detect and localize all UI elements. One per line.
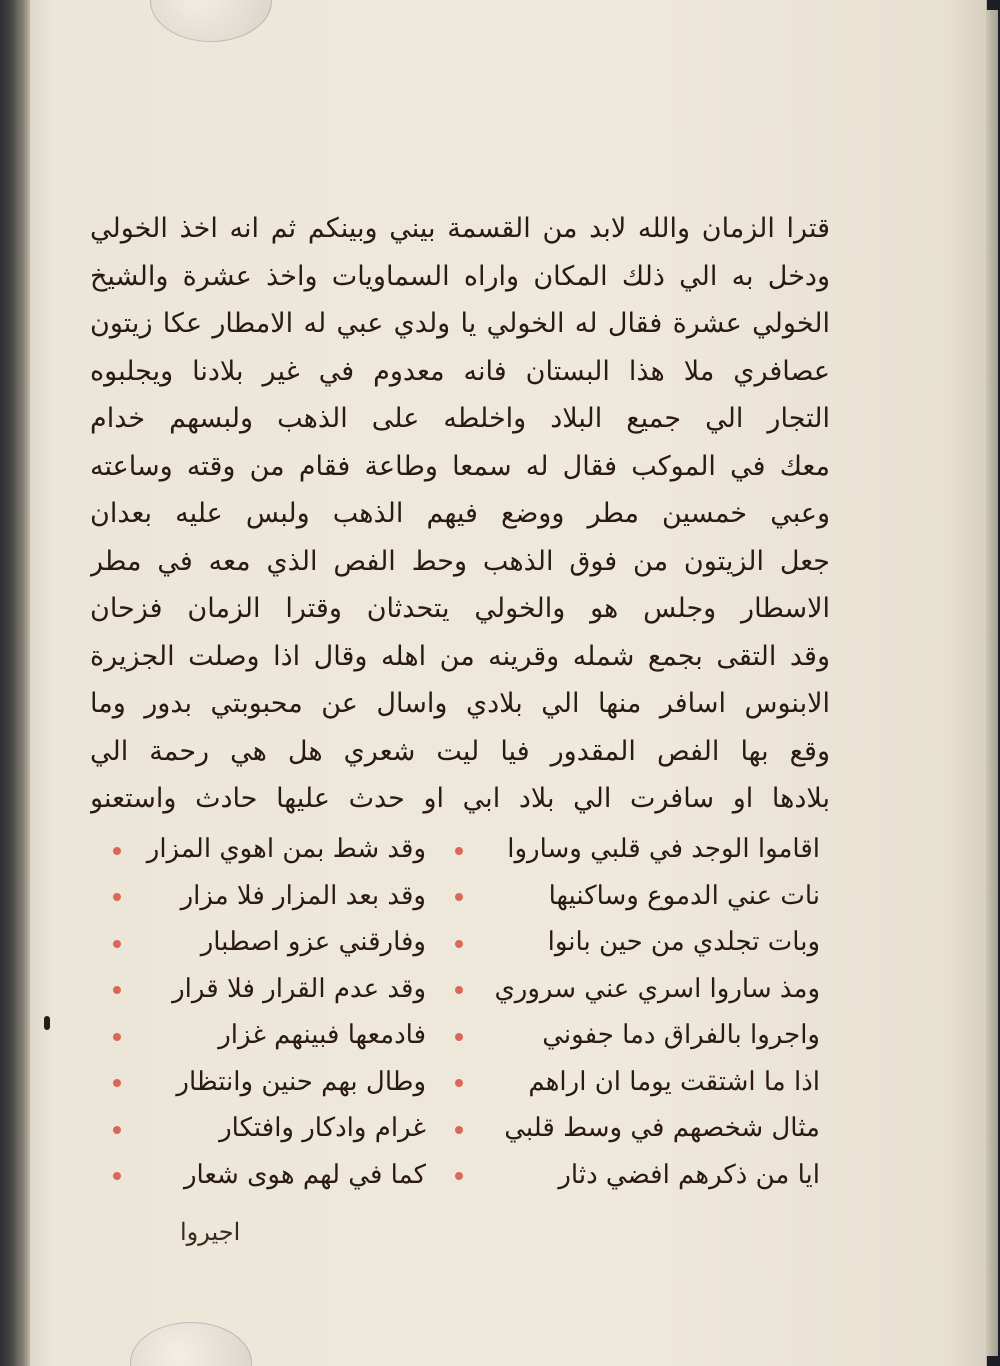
- verse-row: [100, 919, 820, 966]
- verse-row: [100, 826, 820, 873]
- verse-end-dot: [113, 1033, 121, 1041]
- verse-row: [100, 1105, 820, 1152]
- verse-divider-dot: [455, 847, 463, 855]
- verse-first-hemistich: مثال شخصهم في وسط قلبي: [504, 1113, 820, 1144]
- verse-second-hemistich: وقد بعد المزار فلا مزار: [180, 880, 426, 911]
- verse-divider-dot: [455, 1033, 463, 1041]
- prose-line: معك في الموكب فقال له سمعا وطاعة فقام من وقته وساعته: [90, 450, 830, 482]
- verse-row: [100, 1012, 820, 1059]
- verse-first-hemistich: ومذ ساروا اسري عني سروري: [494, 973, 820, 1004]
- verse-second-hemistich: وقد عدم القرار فلا قرار: [172, 973, 426, 1004]
- catchword: اجيروا: [180, 1218, 241, 1246]
- verse-divider-dot: [455, 1172, 463, 1180]
- prose-line: وقع بها الفص المقدور فيا ليت شعري هل هي رحمة الي: [90, 735, 830, 767]
- binding-gutter: [0, 0, 30, 1366]
- verse-row: [100, 1152, 820, 1199]
- verse-row: [100, 966, 820, 1013]
- verse-divider-dot: [455, 986, 463, 994]
- prose-line: وعبي خمسين مطر ووضع فيهم الذهب ولبس عليه بعدان: [90, 498, 830, 529]
- gutter-crease: [22, 0, 23, 1366]
- prose-line: قترا الزمان والله لابد من القسمة بيني وبينكم ثم انه اخذ الخولي: [90, 213, 830, 244]
- prose-line: الاسطار وجلس هو والخولي يتحدثان وقترا الزمان فزحان: [90, 593, 830, 624]
- verse-first-hemistich: نات عني الدموع وساكنيها: [548, 880, 820, 911]
- prose-line: جعل الزيتون من فوق الذهب وحط الفص الذي معه في مطر: [90, 545, 830, 577]
- verse-divider-dot: [455, 940, 463, 948]
- prose-line: بلادها او سافرت الي بلاد ابي او حدث عليها حادث واستعنو: [90, 783, 830, 814]
- verse-end-dot: [113, 940, 121, 948]
- verse-second-hemistich: فادمعها فبينهم غزار: [218, 1020, 426, 1051]
- prose-line: الخولي عشرة فقال له الخولي يا ولدي عبي له الامطار عكا زيتون: [90, 308, 830, 339]
- prose-line: وقد التقى بجمع شمله وقرينه من اهله وقال اذا وصلت الجزيرة: [90, 640, 830, 672]
- verse-divider-dot: [455, 1126, 463, 1134]
- prose-block: [90, 205, 830, 823]
- verse-first-hemistich: ايا من ذكرهم افضي دثار: [558, 1159, 820, 1190]
- verse-first-hemistich: وبات تجلدي من حين بانوا: [547, 927, 820, 958]
- verse-first-hemistich: اذا ما اشتقت يوما ان اراهم: [528, 1066, 820, 1097]
- verse-row: [100, 1059, 820, 1106]
- verse-first-hemistich: اقاموا الوجد في قلبي وساروا: [507, 834, 820, 865]
- verse-second-hemistich: وفارقني عزو اصطبار: [200, 927, 426, 958]
- verse-second-hemistich: غرام وادكار وافتكار: [219, 1113, 426, 1144]
- verse-divider-dot: [455, 893, 463, 901]
- prose-line: ودخل به الي ذلك المكان واراه السماويات واخذ عشرة والشيخ: [90, 260, 830, 292]
- prose-line: عصافري ملا هذا البستان فانه معدوم في غير بلادنا ويجلبوه: [90, 355, 830, 387]
- verse-end-dot: [113, 1079, 121, 1087]
- verse-end-dot: [113, 986, 121, 994]
- margin-ink-mark: [44, 1016, 50, 1030]
- verse-second-hemistich: وقد شط بمن اهوي المزار: [146, 834, 426, 865]
- prose-line: الابنوس اسافر منها الي بلادي واسال عن محبوبتي بدور وما: [90, 688, 830, 719]
- verse-row: [100, 873, 820, 920]
- verse-end-dot: [113, 1126, 121, 1134]
- verse-end-dot: [113, 1172, 121, 1180]
- verse-end-dot: [113, 847, 121, 855]
- prose-line: التجار الي جميع البلاد واخلطه على الذهب ولبسهم خدام: [90, 403, 830, 434]
- poem-block: [100, 826, 820, 1198]
- verse-first-hemistich: واجروا بالفراق دما جفوني: [542, 1020, 820, 1051]
- verse-divider-dot: [455, 1079, 463, 1087]
- verse-end-dot: [113, 893, 121, 901]
- verse-second-hemistich: كما في لهم هوى شعار: [184, 1159, 426, 1190]
- verse-second-hemistich: وطال بهم حنين وانتظار: [176, 1066, 426, 1097]
